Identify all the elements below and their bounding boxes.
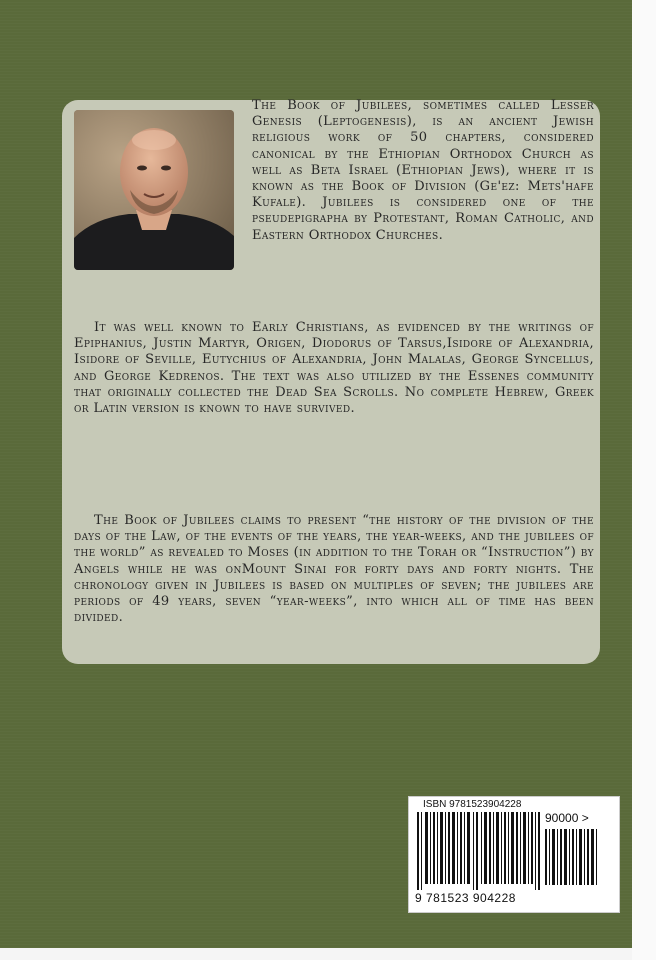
barcode-bars — [417, 812, 541, 890]
page-edge-bottom — [0, 948, 632, 960]
paragraph-chronology: The Book of Jubilees claims to present “the history of the division of the days of the Law, of the events of the years, the year-weeks, and the jubilees of the world” as revealed to Moses (in addition to the Torah or “Instruction”) by Angels while he was onMount Sinai for forty days and forty nights. The chronology given in Jubilees is based on multiples of seven; the jubilees are periods of 49 years, seven “year-weeks”, into which all of time has been divided. — [74, 513, 594, 626]
barcode-digits: 9 781523 904228 — [415, 891, 516, 905]
price-barcode-bars — [545, 829, 601, 885]
isbn-label: ISBN 9781523904228 — [423, 799, 522, 810]
paragraph-intro — [74, 98, 594, 290]
paragraph-early-christians: It was well known to Early Christians, as evidenced by the writings of Epiphanius, Justin Martyr, Origen, Diodorus of Tarsus,Isidore of Alexandria, Isidore of Seville, Eutychius of Alexandria, John Malalas, George Syncellus, and George Kedrenos. The text was also utilized by the Essenes community that originally collected the Dead Sea Scrolls. No complete Hebrew, Greek or Latin version is known to have survived. — [74, 320, 594, 417]
page-edge — [632, 0, 656, 960]
price-code: 90000 > — [545, 811, 589, 825]
paragraph-intro-text: The Book of Jubilees, sometimes called Lesser Genesis (Leptogenesis), is an ancient Jewish religious work of 50 chapters, considered canonical by the Ethiopian Orthodox Church as well as Beta Israel (Ethiopian Jews), where it is known as the Book of Division (Ge'ez: Mets'hafe Kufale). Jubilees is considered one of the pseudepigrapha by Protestant, Roman Catholic, and Eastern Orthodox Churches. — [252, 98, 594, 243]
isbn-barcode — [408, 796, 620, 913]
photo-spacer — [74, 98, 252, 290]
